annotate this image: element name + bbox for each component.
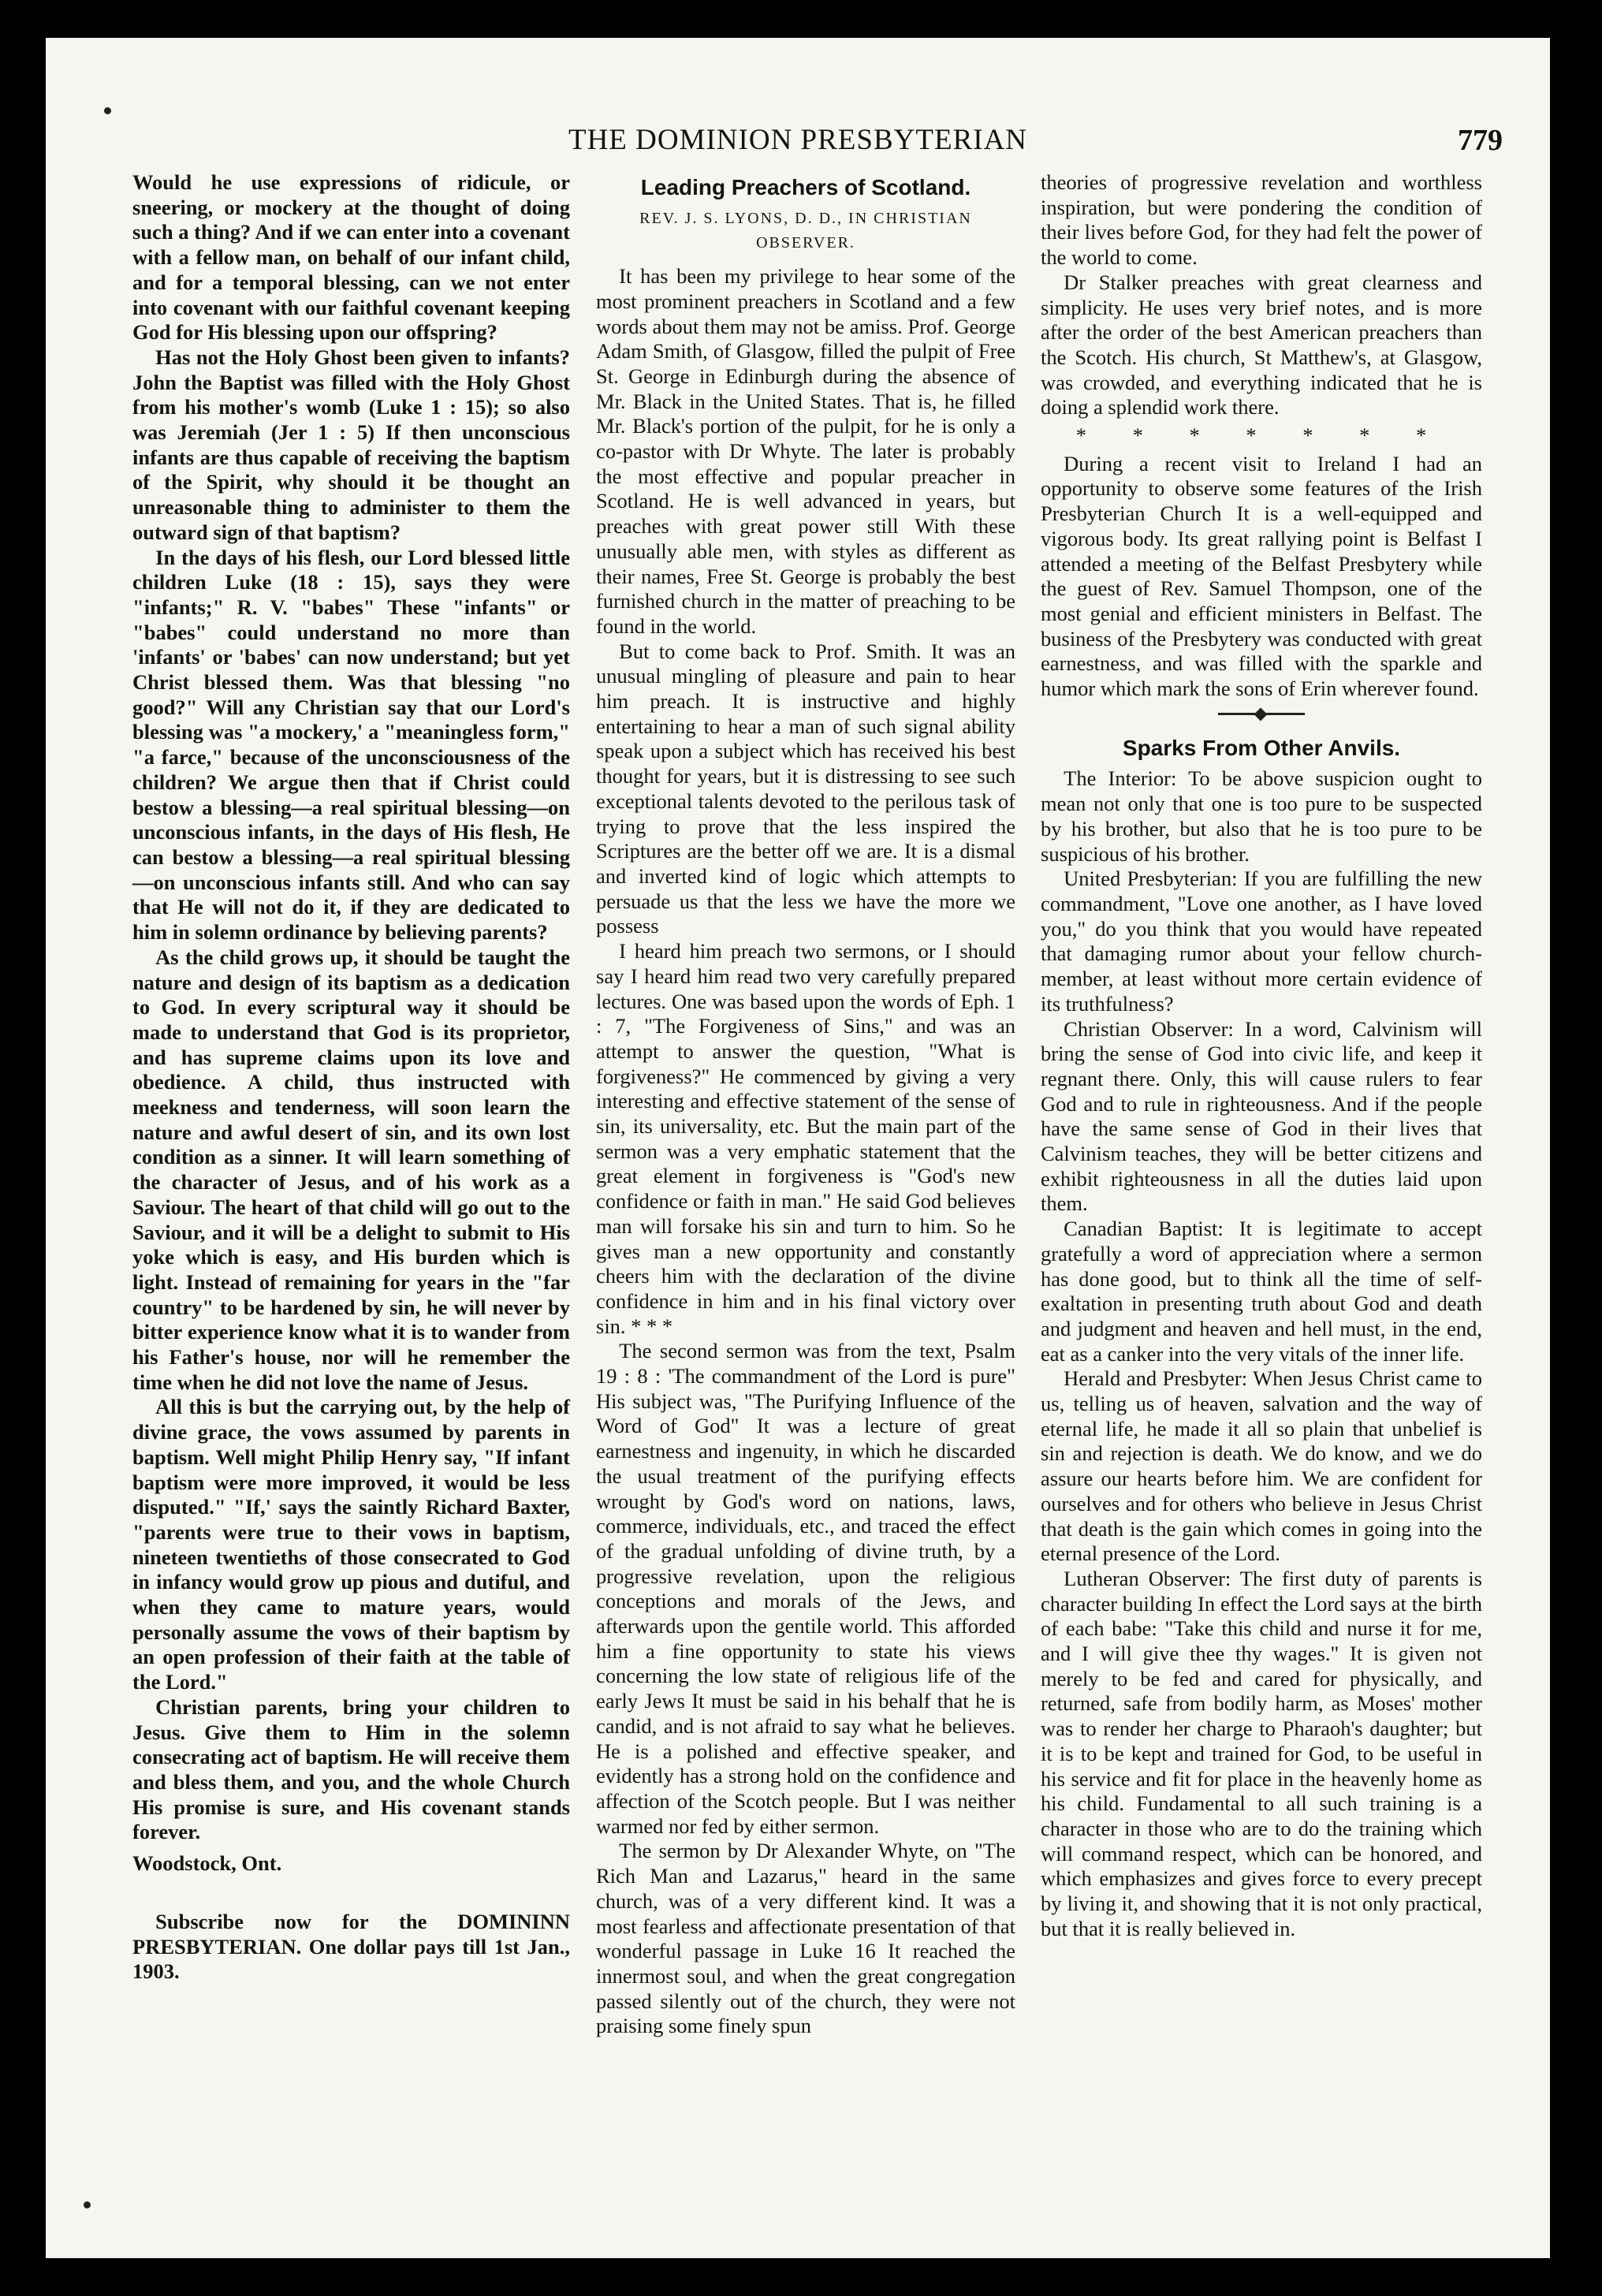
article-paragraph: Christian parents, bring your children to Jesus. Give them to Him in the solemn consecrating act of baptism. He will receive them and bless them, and you, and the whole Church His promise is sure, and His covenant stands forever. [132, 1694, 570, 1844]
article-paragraph: Canadian Baptist: It is legitimate to accept gratefully a word of appreciation where a sermon has done good, but to think all the time of self-exaltation in presenting truth about God and death and judgment and heaven and hell must, in the end, eat as a canker into the very vitals of the inner life. [1041, 1217, 1482, 1366]
masthead: THE DOMINION PRESBYTERIAN [568, 124, 1028, 156]
article-byline: REV. J. S. LYONS, D. D., IN CHRISTIAN OBSERVER. [639, 209, 972, 252]
column-3 [1041, 170, 1482, 1942]
article-title: Sparks From Other Anvils. [1122, 735, 1401, 760]
subscription-notice: Subscribe now for the DOMININN PRESBYTERIAN. One dollar pays till 1st Jan., 1903. [132, 1909, 570, 1984]
article-paragraph: As the child grows up, it should be taught the nature and design of its baptism as a dedication to God. In every scriptural way it should be made to understand that God is its proprietor, and has supreme claims upon its love and obedience. A child, thus instructed with meekness and tenderness, will soon learn the nature and awful desert of sin, and its own lost condition as a sinner. It will learn something of the character of Jesus, and of his work as a Saviour. The heart of that child will go out to the Saviour, and it will be a delight to submit to His yoke which is easy, and His burden which is light. Instead of remaining for years in the "far country" to be hardened by sin, he will never by bitter experience know what it is to wander from his Father's house, nor will he remember the time when he did not love the name of Jesus. [132, 945, 570, 1394]
column-2 [596, 170, 1015, 2039]
article-paragraph: Herald and Presbyter: When Jesus Christ came to us, telling us of heaven, salvation and the way of eternal life, he made it all so plain that unbelief is sin and rejection is death. We do know, and we do assure our hearts before him. We are confident for ourselves and for others who believe in Jesus Christ that death is the gain which comes in going into the eternal presence of the Lord. [1041, 1366, 1482, 1566]
page-number: 779 [1458, 124, 1503, 157]
article-paragraph: theories of progressive revelation and worthless inspiration, but were pondering the condition of their lives before God, for they had felt the power of the world to come. [1041, 170, 1482, 270]
article-paragraph: Would he use expressions of ridicule, or sneering, or mockery at the thought of doing such a thing? And if we can enter into a covenant with a fellow man, on behalf of our infant child, and for a temporal blessing, can we not enter into covenant with our faithful covenant keeping God for His blessing upon our offspring? [132, 170, 570, 345]
article-paragraph: Has not the Holy Ghost been given to infants? John the Baptist was filled with the Holy Ghost from his mother's womb (Luke 1 : 15); so also was Jeremiah (Jer 1 : 5) If then unconscious infants are thus capable of receiving the baptism of the Spirit, why should it be thought an unreasonable thing to administer to them the outward sign of that baptism? [132, 345, 570, 544]
article-paragraph: Dr Stalker preaches with great clearness and simplicity. He uses very brief notes, and is more after the order of the best American preachers than the Scotch. His church, St Matthew's, at Glasgow, was crowded, and everything indicated that he is doing a splendid work there. [1041, 270, 1482, 419]
article-paragraph: It has been my privilege to hear some of the most prominent preachers in Scotland and a few words about them may not be amiss. Prof. George Adam Smith, of Glasgow, filled the pulpit of Free St. George in Edinburgh during the absence of Mr. Black in the United States. That is, he filled Mr. Black's portion of the pulpit, for he is only a co-pastor with Dr Whyte. The later is probably the most effective and popular preacher in Scotland. He is well advanced in years, but preaches with great power still With these unusually able men, with styles as different as their names, Free St. George is probably the best furnished church in the matter of preaching to be found in the world. [596, 264, 1015, 638]
article-paragraph: But to come back to Prof. Smith. It was an unusual mingling of pleasure and pain to hear him preach. It is instructive and highly entertaining to hear a man of such signal ability speak upon a subject which has received his best thought for years, but it is distressing to see such exceptional talents devoted to the perilous task of trying to prove that the less inspired the Scriptures are the better off we are. It is a dismal and inverted kind of logic which attempts to persuade us that the less we have the more we possess [596, 639, 1015, 938]
section-divider [1218, 713, 1305, 715]
section-stars: * * * * * * * [1075, 423, 1447, 448]
article-paragraph: Christian Observer: In a word, Calvinism will bring the sense of God into civic life, and keep it regnant there. Only, this will cause rulers to fear God and to rule in righteousness. And if the people have the same sense of God in their lives that Calvinism teaches, they will be better citizens and exhibit righteousness in all the duties laid upon them. [1041, 1016, 1482, 1216]
article-paragraph: The second sermon was from the text, Psalm 19 : 8 : 'The commandment of the Lord is pure" His subject was, "The Purifying Influence of the Word of God" It was a lecture of great earnestness and ingenuity, in which he discarded the usual treatment of the purifying effects wrought by God's word on nations, laws, commerce, individuals, etc., and traced the effect of the gradual unfolding of divine truth, by a progressive revelation, upon the religious conceptions and morals of the Jews, and afterwards upon the gentile world. This afforded him a fine opportunity to state his views concerning the low state of religious life of the early Jews It must be said in his behalf that he is candid, and is not afraid to say what he believes. He is a polished and effective speaker, and evidently has a strong hold on the confidence and affection of the Scotch people. But I was neither warmed nor fed by either sermon. [596, 1339, 1015, 1838]
column-1 [132, 170, 570, 1985]
article-paragraph: All this is but the carrying out, by the help of divine grace, the vows assumed by parents in baptism. Well might Philip Henry say, "If infant baptism were more improved, it would be less disputed." "If,' says the saintly Richard Baxter, "parents were true to their vows in baptism, nineteen twentieths of those consecrated to God in infancy would grow up pious and dutiful, and when they came to mature years, would personally assume the vows of their baptism by an open profession of their faith at the table of the Lord." [132, 1395, 570, 1694]
newspaper-page [46, 38, 1550, 2258]
article-paragraph: During a recent visit to Ireland I had an opportunity to observe some features of the Irish Presbyterian Church It is a well-equipped and vigorous body. Its great rallying point is Belfast I attended a meeting of the Belfast Presbytery while the guest of Rev. Samuel Thompson, one of the most genial and efficient ministers in Belfast. The business of the Presbytery was conducted with great earnestness, and was filled with the sparkle and humor which mark the sons of Erin wherever found. [1041, 451, 1482, 701]
page-header [46, 123, 1550, 170]
article-title: Leading Preachers of Scotland. [640, 175, 971, 199]
margin-dot [104, 107, 111, 114]
article-paragraph: The sermon by Dr Alexander Whyte, on "The Rich Man and Lazarus," heard in the same church, was of a very different kind. It was a most fearless and affectionate presentation of that wonderful passage in Luke 16 It reached the innermost soul, and when the great congregation passed silently out of the church, they were not praising some finely spun [596, 1839, 1015, 2038]
article-paragraph: Lutheran Observer: The first duty of parents is character building In effect the Lord says at the birth of each babe: "Take this child and nurse it for me, and I will give thee thy wages." It is given not merely to be fed and cared for physically, and returned, safe from bodily harm, as Moses' mother was to render her charge to Pharaoh's daughter; but it is to be kept and trained for God, to be useful in his service and fit for place in the heavenly home as his child. Fundamental to all such training is a character in those who are to do the training which will command respect, which can be honored, and which emphasizes and gives force to every precept by living it, and showing that it is not only practical, but that it is really believed in. [1041, 1566, 1482, 1940]
article-paragraph: In the days of his flesh, our Lord blessed little children Luke (18 : 15), says they were "infants;" R. V. "babes" These "infants" or "babes" could understand no more than 'infants' or 'babes' can now understand; but yet Christ blessed them. Was that blessing "no good?" Will any Christian say that our Lord's blessing was "a mockery,' a "meaningless form," "a farce," because of the unconsciousness of the children? We argue then that if Christ could bestow a blessing—a real spiritual blessing—on unconscious infants, in the days of His flesh, He can bestow a blessing—a real spiritual blessing—on unconscious infants still. And who can say that He will not do it, if they are dedicated to him in solemn ordinance by believing parents? [132, 545, 570, 945]
margin-dot [84, 2201, 91, 2208]
article-paragraph: The Interior: To be above suspicion ought to mean not only that one is too pure to be suspected by his brother, but also that he is too pure to be suspicious of his brother. [1041, 766, 1482, 866]
article-paragraph: United Presbyterian: If you are fulfilling the new commandment, "Love one another, as I have loved you," do you think that you would have repeated that damaging rumor about your fellow church-member, at least without more certain evidence of its truthfulness? [1041, 867, 1482, 1016]
article-signoff: Woodstock, Ont. [132, 1851, 282, 1876]
article-paragraph: I heard him preach two sermons, or I should say I heard him read two very carefully prepared lectures. One was based upon the words of Eph. 1 : 7, "The Forgiveness of Sins," and was an attempt to answer the question, "What is forgiveness?" He commenced by giving a very interesting and effective statement of the sense of sin, its universality, etc. But the main part of the sermon was a very emphatic statement that the great element in forgiveness is "God's new confidence or faith in man." He said God believes man will forsake his sin and turn to him. So he gives man a new opportunity and constantly cheers him with the declaration of the divine confidence in him and in his final victory over sin. * * * [596, 939, 1015, 1338]
